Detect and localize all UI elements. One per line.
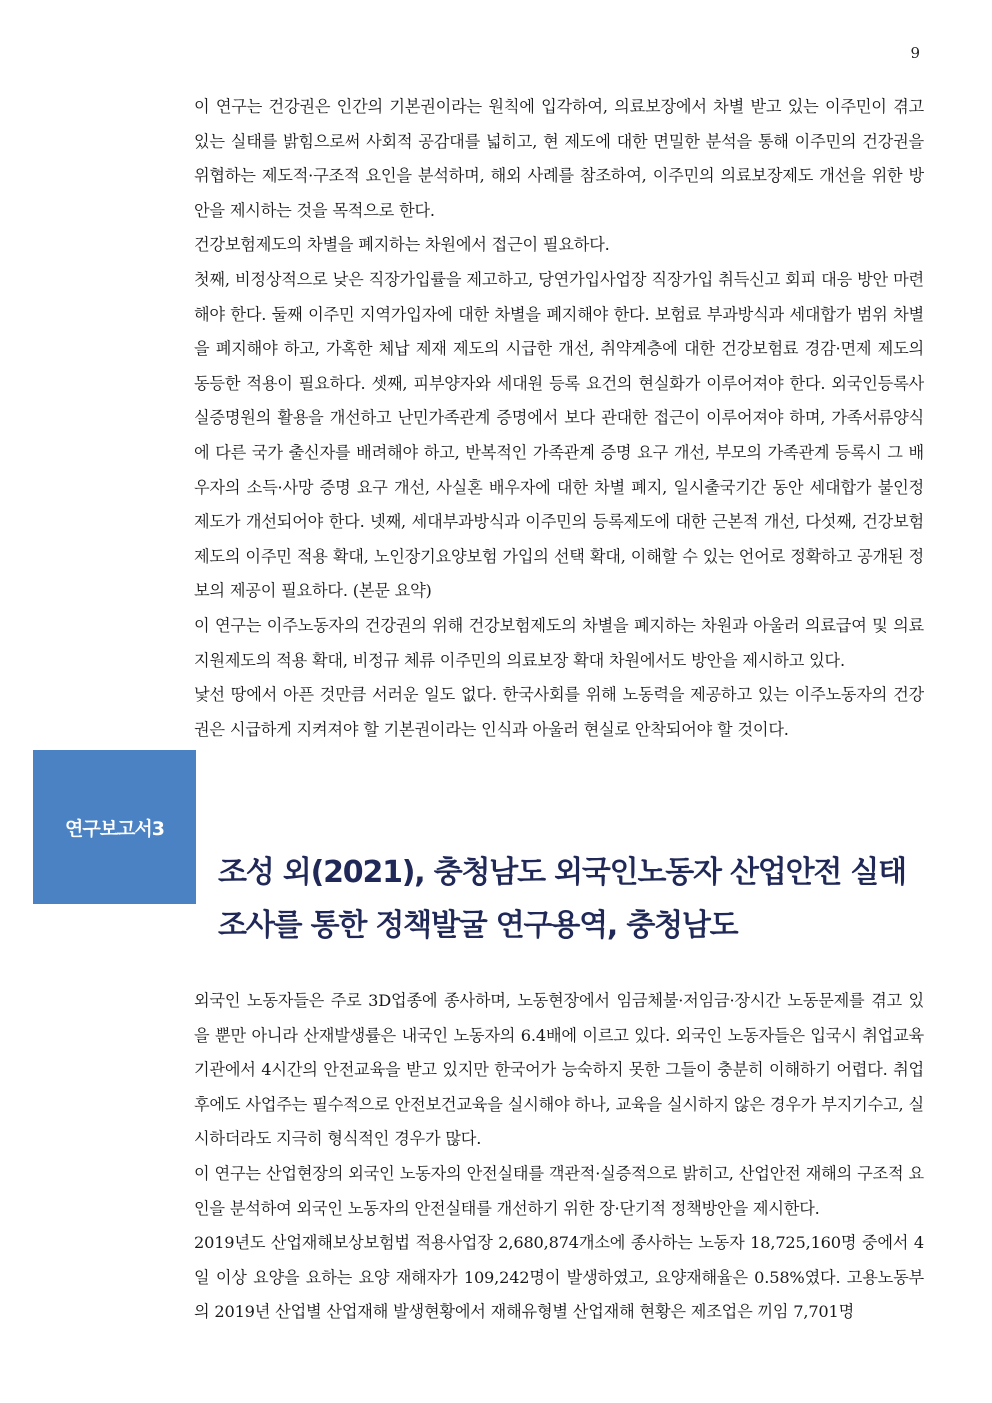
- paragraph: 건강보험제도의 차별을 폐지하는 차원에서 접근이 필요하다.: [194, 235, 610, 255]
- paragraph: 이 연구는 산업현장의 외국인 노동자의 안전실태를 객관적·실증적으로 밝히고, 산업안전 재해의 구조적 요인을 분석하여 외국인 노동자의 안전실태를 개선하기 위한 장·단기적 정책방안을 제시한다.: [194, 1163, 924, 1218]
- section-title: 조성 외(2021), 충청남도 외국인노동자 산업안전 실태조사를 통한 정책발굴 연구용역, 충청남도: [218, 855, 906, 943]
- paragraph: 2019년도 산업재해보상보험법 적용사업장 2,680,874개소에 종사하는 노동자 18,725,160명 중에서 4일 이상 요양을 요하는 요양 재해자가 109,242명이 발생하였고, 요양재해율은 0.58%였다. 고용노동부의 2019년 산업별 산업재해 발생현황에서 재해유형별 산업재해 현황은 제조업은 끼임 7,701명: [194, 1233, 924, 1322]
- paragraph: 이 연구는 건강권은 인간의 기본권이라는 원칙에 입각하여, 의료보장에서 차별 받고 있는 이주민이 겪고 있는 실태를 밝힘으로써 사회적 공감대를 넓히고, 현 제도에 대한 면밀한 분석을 통해 이주민의 건강권을 위협하는 제도적·구조적 요인을 분석하며, 해외 사례를 참조하여, 이주민의 의료보장제도 개선을 위한 방안을 제시하는 것을 목적으로 한다.: [194, 97, 924, 220]
- section-badge: [33, 750, 196, 904]
- body-text-block-2: [194, 984, 924, 1330]
- section-badge-label: 연구보고서3: [65, 817, 164, 840]
- paragraph: 이 연구는 이주노동자의 건강권의 위해 건강보험제도의 차별을 폐지하는 차원과 아울러 의료급여 및 의료지원제도의 적용 확대, 비정규 체류 이주민의 의료보장 확대 차원에서도 방안을 제시하고 있다.: [194, 615, 924, 670]
- page-number: 9: [910, 44, 920, 62]
- paragraph: 낯선 땅에서 아픈 것만큼 서러운 일도 없다. 한국사회를 위해 노동력을 제공하고 있는 이주노동자의 건강권은 시급하게 지켜져야 할 기본권이라는 인식과 아울러 현실로 안착되어야 할 것이다.: [194, 685, 924, 739]
- paragraph: 첫째, 비정상적으로 낮은 직장가입률을 제고하고, 당연가입사업장 직장가입 취득신고 회피 대응 방안 마련해야 한다. 둘째 이주민 지역가입자에 대한 차별을 폐지해야 한다. 보험료 부과방식과 세대합가 범위 차별을 폐지해야 하고, 가혹한 체납 제재 제도의 시급한 개선, 취약계층에 대한 건강보험료 경감·면제 제도의 동등한 적용이 필요하다. 셋째, 피부양자와 세대원 등록 요건의 현실화가 이루어져야 한다. 외국인등록사실증명원의 활용을 개선하고 난민가족관계 증명에서 보다 관대한 접근이 이루어져야 하며, 가족서류양식에 다른 국가 출신자를 배려해야 하고, 반복적인 가족관계 증명 요구 개선, 부모의 가족관계 등록시 그 배우자의 소득·사망 증명 요구 개선, 사실혼 배우자에 대한 차별 폐지, 일시출국기간 동안 세대합가 불인정 제도가 개선되어야 한다. 넷째, 세대부과방식과 이주민의 등록제도에 대한 근본적 개선, 다섯째, 건강보험제도의 이주민 적용 확대, 노인장기요양보험 가입의 선택 확대, 이해할 수 있는 언어로 정확하고 공개된 정보의 제공이 필요하다. (본문 요약): [194, 269, 924, 601]
- paragraph: 외국인 노동자들은 주로 3D업종에 종사하며, 노동현장에서 임금체불·저임금·장시간 노동문제를 겪고 있을 뿐만 아니라 산재발생률은 내국인 노동자의 6.4배에 이르고 있다. 외국인 노동자들은 입국시 취업교육기관에서 4시간의 안전교육을 받고 있지만 한국어가 능숙하지 못한 그들이 충분히 이해하기 어렵다. 취업 후에도 사업주는 필수적으로 안전보건교육을 실시해야 하나, 교육을 실시하지 않은 경우가 부지기수고, 실시하더라도 지극히 형식적인 경우가 많다.: [194, 991, 924, 1149]
- body-text-block-1: [194, 90, 924, 747]
